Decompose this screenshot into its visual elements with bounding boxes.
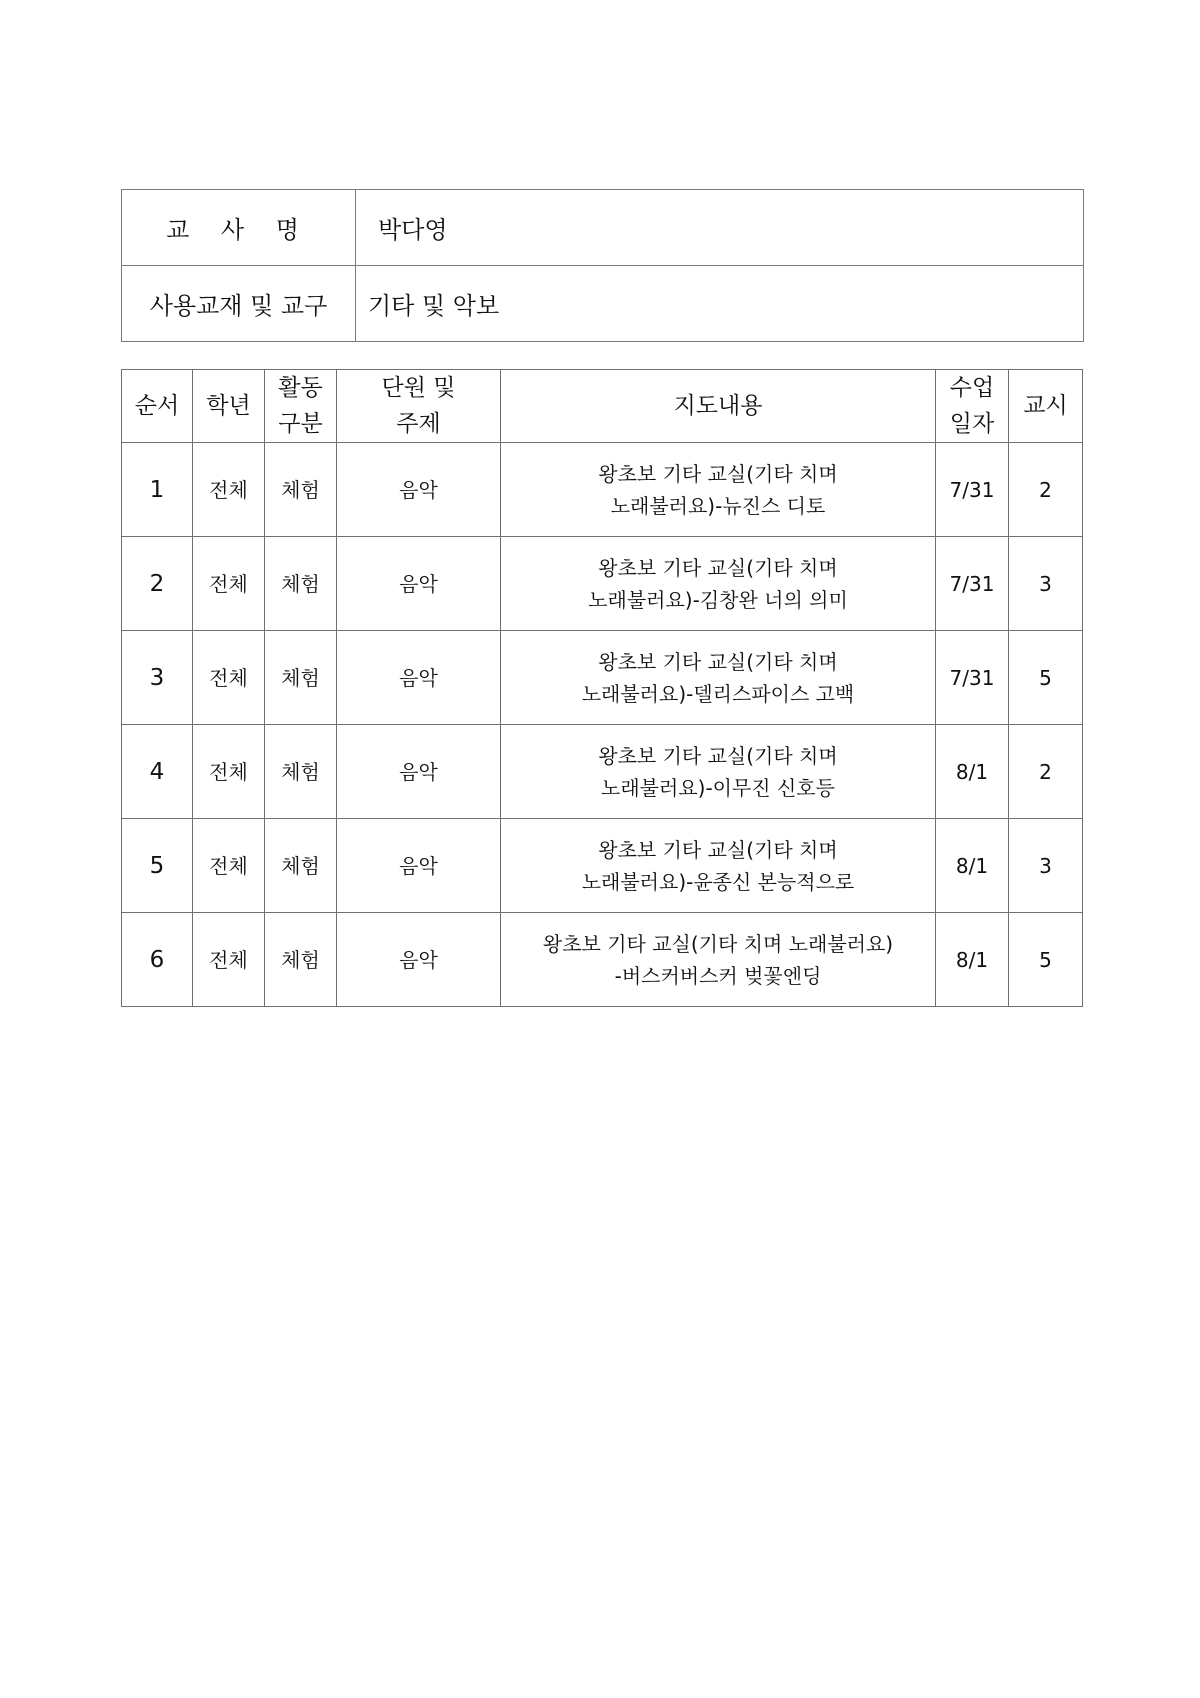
cell-activity: 체험 [265, 913, 337, 1007]
cell-content [501, 537, 936, 631]
cell-grade: 전체 [193, 725, 265, 819]
cell-content-line2: 노래불러요)-이무진 신호등 [601, 775, 835, 800]
cell-date: 7/31 [936, 631, 1009, 725]
cell-grade: 전체 [193, 443, 265, 537]
cell-grade: 전체 [193, 819, 265, 913]
cell-date: 8/1 [936, 819, 1009, 913]
cell-activity: 체험 [265, 631, 337, 725]
materials-label: 사용교재 및 교구 [122, 266, 356, 342]
header-activity [265, 370, 337, 443]
cell-order: 1 [122, 443, 193, 537]
cell-content-line2: 노래불러요)-뉴진스 디토 [610, 493, 826, 518]
teacher-row [122, 190, 1084, 266]
cell-grade: 전체 [193, 913, 265, 1007]
header-unit-line1: 단원 및 [381, 375, 456, 401]
header-grade: 학년 [193, 370, 265, 443]
cell-order: 2 [122, 537, 193, 631]
lesson-plan-table [121, 369, 1083, 1007]
table-row [122, 631, 1083, 725]
cell-grade: 전체 [193, 631, 265, 725]
cell-unit: 음악 [337, 443, 501, 537]
cell-date: 8/1 [936, 725, 1009, 819]
cell-date: 7/31 [936, 537, 1009, 631]
cell-date: 8/1 [936, 913, 1009, 1007]
header-date [936, 370, 1009, 443]
header-activity-line1: 활동 [278, 375, 323, 401]
cell-content [501, 819, 936, 913]
cell-activity: 체험 [265, 537, 337, 631]
header-content: 지도내용 [501, 370, 936, 443]
cell-content-line1: 왕초보 기타 교실(기타 치며 [598, 461, 838, 486]
cell-period: 2 [1009, 725, 1083, 819]
header-date-line2: 일자 [949, 411, 995, 437]
table-row [122, 725, 1083, 819]
table-row [122, 913, 1083, 1007]
cell-order: 6 [122, 913, 193, 1007]
cell-unit: 음악 [337, 537, 501, 631]
cell-activity: 체험 [265, 725, 337, 819]
cell-content [501, 443, 936, 537]
header-date-line1: 수업 [949, 375, 995, 401]
table-row [122, 443, 1083, 537]
cell-period: 3 [1009, 537, 1083, 631]
table-header-row [122, 370, 1083, 443]
cell-period: 5 [1009, 913, 1083, 1007]
cell-period: 3 [1009, 819, 1083, 913]
header-activity-line2: 구분 [278, 411, 323, 437]
cell-content-line1: 왕초보 기타 교실(기타 치며 [598, 555, 838, 580]
teacher-info-table [121, 189, 1084, 342]
cell-unit: 음악 [337, 631, 501, 725]
cell-content-line1: 왕초보 기타 교실(기타 치며 [598, 649, 838, 674]
cell-date: 7/31 [936, 443, 1009, 537]
cell-order: 3 [122, 631, 193, 725]
cell-content-line2: 노래불러요)-김창완 너의 의미 [588, 587, 848, 612]
table-row [122, 819, 1083, 913]
cell-grade: 전체 [193, 537, 265, 631]
cell-period: 5 [1009, 631, 1083, 725]
cell-unit: 음악 [337, 819, 501, 913]
cell-unit: 음악 [337, 725, 501, 819]
cell-unit: 음악 [337, 913, 501, 1007]
header-unit-line2: 주제 [396, 411, 441, 437]
cell-content-line2: 노래불러요)-델리스파이스 고백 [581, 681, 855, 706]
cell-content-line1: 왕초보 기타 교실(기타 치며 [598, 743, 838, 768]
cell-activity: 체험 [265, 443, 337, 537]
cell-content-line1: 왕초보 기타 교실(기타 치며 [598, 837, 838, 862]
cell-content-line1: 왕초보 기타 교실(기타 치며 노래불러요) [542, 931, 894, 956]
materials-value: 기타 및 악보 [356, 266, 1084, 342]
cell-content-line2: -버스커버스커 벚꽃엔딩 [614, 963, 822, 988]
cell-content [501, 725, 936, 819]
cell-content [501, 913, 936, 1007]
cell-order: 4 [122, 725, 193, 819]
header-order: 순서 [122, 370, 193, 443]
teacher-name-label: 교 사 명 [122, 190, 356, 266]
header-period: 교시 [1009, 370, 1083, 443]
teacher-name-value: 박다영 [356, 190, 1084, 266]
cell-content-line2: 노래불러요)-윤종신 본능적으로 [581, 869, 855, 894]
materials-row [122, 266, 1084, 342]
cell-content [501, 631, 936, 725]
cell-activity: 체험 [265, 819, 337, 913]
cell-order: 5 [122, 819, 193, 913]
table-row [122, 537, 1083, 631]
header-unit [337, 370, 501, 443]
cell-period: 2 [1009, 443, 1083, 537]
